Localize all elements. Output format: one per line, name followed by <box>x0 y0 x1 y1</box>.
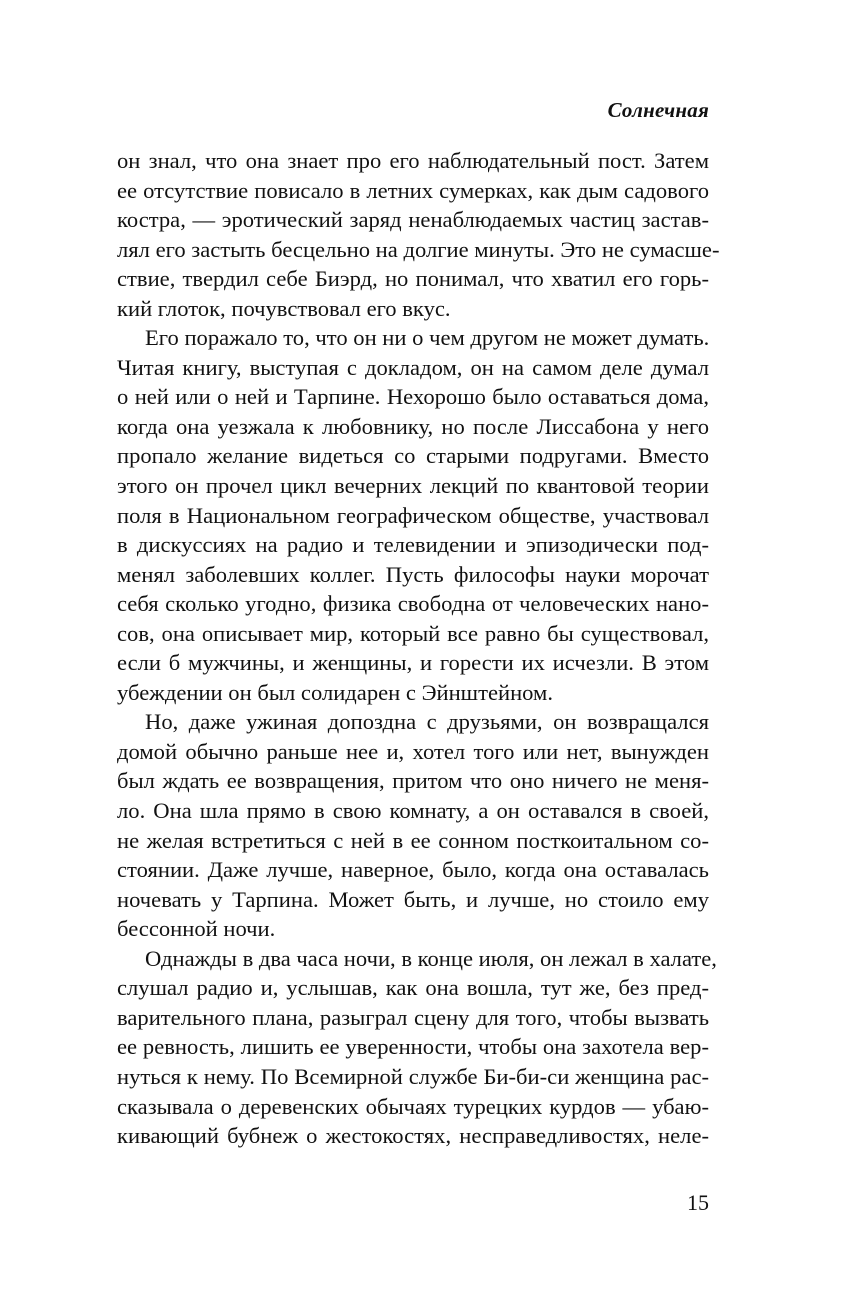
text-line: кий глоток, почувствовал его вкус. <box>117 295 451 321</box>
text-line: был ждать ее возвращения, притом что оно ничего не меня- <box>117 768 709 794</box>
text-line: лял его застыть бесцельно на долгие минуты. Это не сумасше- <box>117 236 720 262</box>
text-line: он знал, что она знает про его наблюдательный пост. Затем <box>117 148 709 173</box>
text-line: менял заболевших коллег. Пусть философы науки морочат <box>117 561 709 587</box>
text-line: Но, даже ужиная допоздна с друзьями, он возвращался <box>145 709 709 735</box>
text-line: кивающий бубнеж о жестокостях, несправедливостях, неле- <box>117 1123 709 1149</box>
text-line: сов, она описывает мир, который все равно бы существовал, <box>117 620 709 646</box>
text-line: нуться к нему. По Всемирной службе Би-би-си женщина рас- <box>117 1063 709 1089</box>
text-line: стоянии. Даже лучше, наверное, было, когда она оставалась <box>117 857 709 883</box>
text-line: поля в Национальном географическом обществе, участвовал <box>117 502 709 528</box>
text-line: ло. Она шла прямо в свою комнату, а он оставался в своей, <box>117 798 709 824</box>
text-line: Читая книгу, выступая с докладом, он на самом деле думал <box>117 354 709 380</box>
text-line: в дискуссиях на радио и телевидении и эпизодически под- <box>117 532 709 558</box>
text-line: пропало желание видеться со старыми подругами. Вместо <box>117 443 709 469</box>
text-line: сказывала о деревенских обычаях турецких курдов — убаю- <box>117 1093 709 1119</box>
text-line: убеждении он был солидарен с Эйнштейном. <box>117 679 553 705</box>
text-line: ее ревность, лишить ее уверенности, чтобы она захотела вер- <box>117 1034 709 1060</box>
text-line: ствие, твердил себе Биэрд, но понимал, что хватил его горь- <box>117 266 709 292</box>
text-line: если б мужчины, и женщины, и горести их исчезли. В этом <box>117 650 709 676</box>
text-line: Однажды в два часа ночи, в конце июля, он лежал в халате, <box>145 945 717 971</box>
text-line: ее отсутствие повисало в летних сумерках, как дым садового <box>117 177 709 203</box>
text-line: Его поражало то, что он ни о чем другом не может думать. <box>145 325 710 351</box>
text-line: бессонной ночи. <box>117 916 276 942</box>
text-line: о ней или о ней и Тарпине. Нехорошо было оставаться дома, <box>117 384 709 410</box>
page-number: 15 <box>687 1190 709 1215</box>
text-line: себя сколько угодно, физика свободна от человеческих нано- <box>117 591 709 617</box>
body-text <box>117 146 720 1151</box>
text-line: слушал радио и, услышав, как она вошла, тут же, без пред- <box>117 975 709 1001</box>
text-line: не желая встретиться с ней в ее сонном посткоитальном со- <box>117 827 709 853</box>
text-line: варительного плана, разыграл сцену для того, чтобы вызвать <box>117 1004 709 1030</box>
text-line: ночевать у Тарпина. Может быть, и лучше, но стоило ему <box>117 886 709 912</box>
text-line: этого он прочел цикл вечерних лекций по квантовой теории <box>117 473 709 499</box>
text-line: домой обычно раньше нее и, хотел того или нет, вынужден <box>117 738 709 764</box>
text-line: костра, — эротический заряд ненаблюдаемых частиц застав- <box>117 207 709 233</box>
running-title: Солнечная <box>607 98 709 122</box>
text-line: когда она уезжала к любовнику, но после Лиссабона у него <box>117 413 709 439</box>
